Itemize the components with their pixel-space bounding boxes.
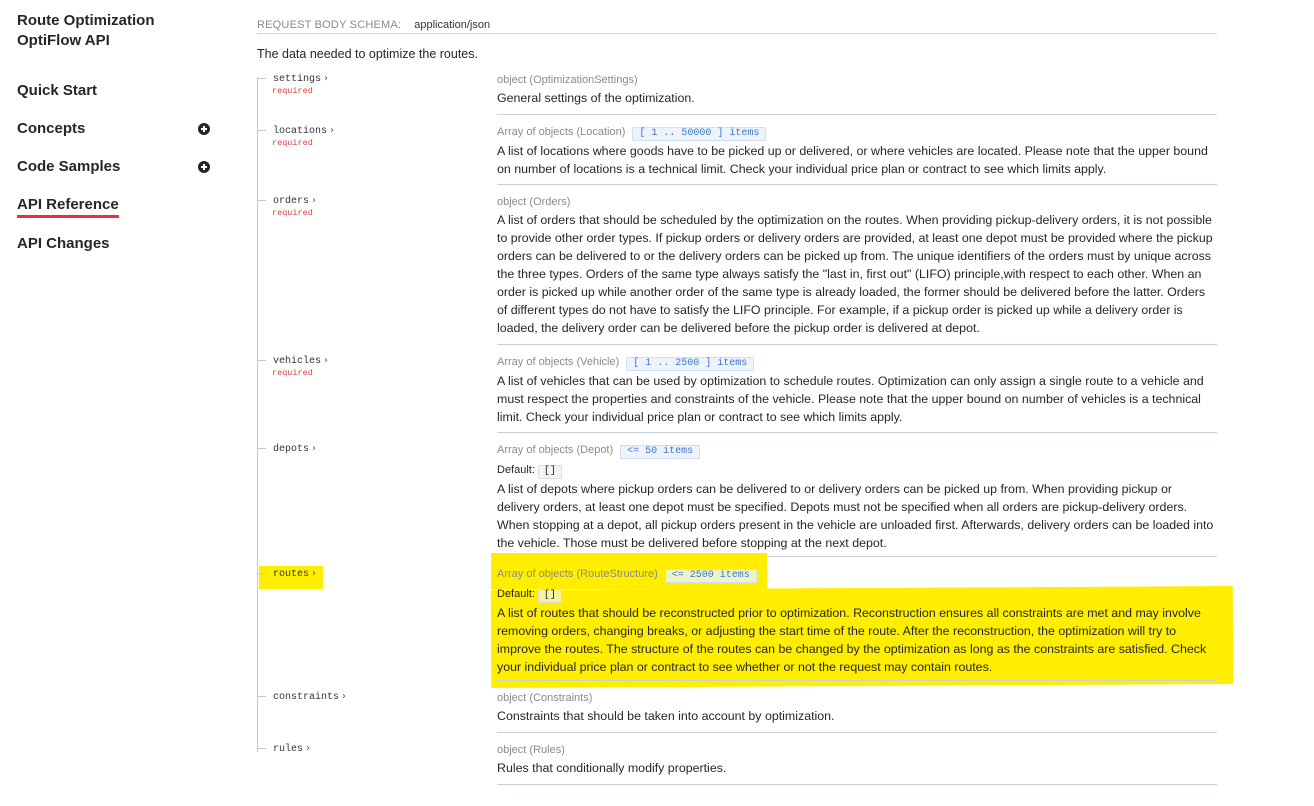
schema-header-key: REQUEST BODY SCHEMA: [257, 19, 402, 31]
default-label: Default: [497, 464, 535, 476]
property-name: constraints [273, 692, 340, 703]
property-description: General settings of the optimization. [497, 91, 695, 105]
sidebar [0, 0, 230, 806]
property-type: Array of objects (Depot) [497, 444, 614, 456]
property-routes-detail [497, 566, 1217, 676]
nav-quick-start[interactable] [17, 80, 217, 102]
plus-circle-icon[interactable] [198, 161, 210, 173]
property-locations-detail [497, 124, 1217, 178]
chevron-right-icon: › [330, 125, 335, 136]
required-label: required [272, 138, 313, 148]
property-name: locations [273, 126, 328, 137]
property-description: A list of locations where goods have to be picked up or delivered, or where vehicles are located. Please note that the upper bound on number of locations is a technical limit. Check your individual price plan or contract to see which limits apply. [497, 144, 1208, 176]
property-description: A list of orders that should be scheduled by the optimization on the routes. When providing pickup-delivery orders, it is not possible to provide other order types. If pickup orders or delivery orders are provided, at least one depot must be provided where the pickup orders can be delivered to or the delivery orders can be picked up from. The unique identifiers of the orders must by unique across the three types. Orders of the same type always satisfy the "last in, first out" (LIFO) principle,with respect to each other. When an order is picked up while another order of the same type is already loaded, the former should be delivered before the latter. Orders of different types do not have to satisfy the LIFO principle. For example, if a pickup order is picked up while a delivery order is loaded, the delivery order can be delivered before the pickup order is delivered at depot. [497, 213, 1213, 335]
row-divider [497, 184, 1217, 185]
constraint-badge: [ 1 .. 50000 ] items [632, 127, 766, 141]
nav-code-samples-label: Code Samples [17, 158, 121, 175]
property-constraints[interactable] [257, 691, 346, 703]
schema-panel [257, 0, 1217, 806]
property-vehicles[interactable] [257, 355, 328, 367]
property-name: settings [273, 74, 322, 85]
property-type: Array of objects (Vehicle) [497, 356, 620, 368]
property-name: routes [273, 569, 310, 580]
nav-quick-start-label: Quick Start [17, 82, 98, 99]
required-label: required [272, 368, 313, 378]
nav-api-reference-label: API Reference [17, 196, 119, 218]
property-description: A list of vehicles that can be used by optimization to schedule routes. Optimization can only assign a single route to a vehicle and must respect the properties and constraints of the vehicle. Please note that the upper bound on number of vehicles is a technical limit. Check your individual price plan or contract to see which limits apply. [497, 374, 1204, 424]
property-description: A list of depots where pickup orders can be delivered to or delivery orders can be picked up from. When providing pickup or delivery orders, at least one depot must be specified. Depots must not be specified when all orders are pickup-delivery orders. When stopping at a depot, all pickup orders present in the vehicle are unloaded first. Afterwards, delivery orders can be loaded into the vehicle. Those must be delivered before stopping at the next depot. [497, 482, 1214, 550]
row-divider [497, 432, 1217, 433]
nav-api-changes[interactable] [17, 233, 217, 255]
property-depots[interactable] [257, 443, 316, 455]
required-label: required [272, 86, 313, 96]
schema-content-type: application/json [414, 19, 491, 31]
property-name: orders [273, 196, 310, 207]
property-name: rules [273, 744, 304, 755]
constraint-badge: <= 2500 items [665, 569, 757, 583]
property-routes[interactable] [257, 568, 316, 580]
chevron-right-icon: › [324, 73, 329, 84]
nav-concepts[interactable] [17, 118, 217, 140]
plus-circle-icon[interactable] [198, 123, 210, 135]
app-title[interactable] [17, 11, 217, 51]
app-title-line1: Route Optimization [17, 12, 155, 29]
chevron-right-icon: › [306, 743, 311, 754]
row-divider [497, 732, 1217, 733]
property-type: object (Rules) [497, 744, 565, 756]
nav-api-reference[interactable] [17, 194, 217, 216]
default-value: [] [538, 465, 562, 479]
property-locations[interactable] [257, 125, 334, 137]
default-value: [] [538, 589, 562, 603]
property-orders-detail [497, 194, 1217, 337]
row-divider [497, 344, 1217, 345]
property-vehicles-detail [497, 354, 1217, 426]
property-settings-detail [497, 72, 1217, 107]
property-name: vehicles [273, 356, 322, 367]
property-type: object (Constraints) [497, 692, 593, 704]
property-settings[interactable] [257, 73, 328, 85]
chevron-right-icon: › [342, 691, 347, 702]
property-description: A list of routes that should be reconstructed prior to optimization. Reconstruction ensures all constraints are met and may involve removing orders, changing breaks, or adjusting the start time of the route. After the reconstruction, the optimization will try to improve the routes. The structure of the routes can be changed by the optimization as long as the constraints are satisfied. Check your individual price plan or contract to see whether or not the request may contain routes. [497, 606, 1207, 674]
chevron-right-icon: › [312, 195, 317, 206]
chevron-right-icon: › [312, 568, 317, 579]
property-name: depots [273, 444, 310, 455]
property-rules[interactable] [257, 743, 310, 755]
property-orders[interactable] [257, 195, 316, 207]
property-type: Array of objects (Location) [497, 126, 626, 138]
chevron-right-icon: › [324, 355, 329, 366]
app-title-line2: OptiFlow API [17, 32, 110, 49]
property-type: Array of objects (RouteStructure) [497, 568, 658, 580]
nav-api-changes-label: API Changes [17, 235, 110, 252]
property-description: Rules that conditionally modify properties. [497, 761, 727, 775]
property-description: Constraints that should be taken into account by optimization. [497, 709, 835, 723]
required-label: required [272, 208, 313, 218]
schema-header [257, 18, 1217, 34]
row-divider [497, 114, 1217, 115]
row-divider [497, 680, 1217, 681]
constraint-badge: [ 1 .. 2500 ] items [626, 357, 754, 371]
property-type: object (OptimizationSettings) [497, 74, 638, 86]
property-constraints-detail [497, 690, 1217, 725]
row-divider [497, 784, 1217, 785]
property-depots-detail [497, 442, 1217, 552]
constraint-badge: <= 50 items [620, 445, 700, 459]
default-label: Default: [497, 588, 535, 600]
nav-code-samples[interactable] [17, 156, 217, 178]
nav-concepts-label: Concepts [17, 120, 86, 137]
schema-intro: The data needed to optimize the routes. [257, 47, 478, 61]
chevron-right-icon: › [312, 443, 317, 454]
property-type: object (Orders) [497, 196, 571, 208]
property-rules-detail [497, 742, 1217, 777]
property-tree-line [257, 77, 258, 752]
